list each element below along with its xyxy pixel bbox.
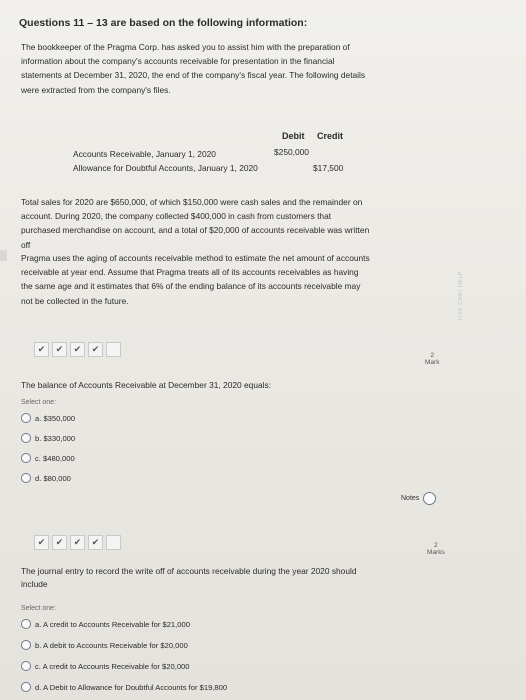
radio-button[interactable] bbox=[21, 661, 31, 671]
intro-line: The bookkeeper of the Pragma Corp. has asked you to assist him with the preparation of bbox=[21, 42, 350, 52]
q12-option-a[interactable] bbox=[21, 619, 190, 629]
aging-line: Pragma uses the aging of accounts receivable method to estimate the net amount of accounts bbox=[21, 253, 370, 263]
sales-line: purchased merchandise on account, and a total of $20,000 of accounts receivable was written bbox=[21, 225, 370, 236]
sales-line: off bbox=[21, 239, 31, 250]
sales-paragraph bbox=[21, 195, 396, 252]
q11-option-d[interactable] bbox=[21, 473, 71, 483]
debit-header: Debit bbox=[282, 131, 305, 141]
radio-button[interactable] bbox=[21, 433, 31, 443]
q12-text-line: The journal entry to record the write off of accounts receivable during the year 2020 should bbox=[21, 566, 357, 576]
q11-marks-label: Mark bbox=[425, 359, 440, 366]
live-chat-tab[interactable]: LIVE CHAT HELP bbox=[458, 271, 464, 321]
q11-flag-boxes bbox=[34, 342, 121, 357]
aging-line: not be collected in the future. bbox=[21, 295, 129, 306]
flag-box[interactable]: ✔ bbox=[52, 342, 67, 357]
allowance-credit: $17,500 bbox=[313, 163, 344, 173]
q12-flag-boxes bbox=[34, 535, 121, 550]
q12-text bbox=[21, 565, 357, 591]
flag-box[interactable]: ✔ bbox=[34, 342, 49, 357]
intro-line: statements at December 31, 2020, the end of the company's fiscal year. The following details bbox=[21, 70, 366, 81]
flag-box[interactable]: ✔ bbox=[34, 535, 49, 550]
option-label: b. A debit to Accounts Receivable for $20,000 bbox=[35, 640, 188, 650]
notes-toggle[interactable] bbox=[401, 492, 436, 505]
notes-label: Notes bbox=[401, 495, 420, 502]
radio-button[interactable] bbox=[21, 473, 31, 483]
q12-option-d[interactable] bbox=[21, 682, 227, 692]
q12-marks-label: Marks bbox=[427, 549, 445, 556]
flag-box[interactable] bbox=[106, 342, 121, 357]
allowance-label: Allowance for Doubtful Accounts, January 1, 2020 bbox=[73, 163, 258, 173]
q11-option-a[interactable] bbox=[21, 413, 75, 423]
notes-radio[interactable] bbox=[423, 492, 436, 505]
aging-paragraph bbox=[21, 251, 391, 308]
flag-box[interactable] bbox=[106, 535, 121, 550]
intro-line: were extracted from the company's files. bbox=[21, 84, 171, 95]
q11-option-b[interactable] bbox=[21, 433, 75, 443]
questions-header: Questions 11 – 13 are based on the following information: bbox=[19, 17, 308, 29]
q12-marks bbox=[427, 542, 445, 556]
ar-label: Accounts Receivable, January 1, 2020 bbox=[73, 149, 216, 159]
q11-number: 2 bbox=[430, 352, 435, 359]
option-label: d. A Debit to Allowance for Doubtful Accounts for $19,800 bbox=[35, 682, 228, 692]
flag-box[interactable]: ✔ bbox=[70, 535, 85, 550]
radio-button[interactable] bbox=[21, 453, 31, 463]
aging-line: the same age and it estimates that 6% of the ending balance of its accounts receivable may bbox=[21, 281, 361, 292]
option-label: b. $330,000 bbox=[35, 433, 76, 443]
q12-number: 2 bbox=[434, 542, 438, 549]
radio-button[interactable] bbox=[21, 682, 31, 692]
flag-box[interactable]: ✔ bbox=[70, 342, 85, 357]
sales-line: account. During 2020, the company collected $400,000 in cash from customers that bbox=[21, 211, 332, 222]
sales-line: Total sales for 2020 are $650,000, of which $150,000 were cash sales and the remainder on bbox=[21, 197, 363, 207]
radio-button[interactable] bbox=[21, 413, 31, 423]
left-edge-tab bbox=[0, 250, 7, 261]
aging-line: receivable at year end. Assume that Pragma treats all of its accounts receivables as having bbox=[21, 267, 359, 278]
option-label: c. $480,000 bbox=[35, 453, 75, 463]
q11-text: The balance of Accounts Receivable at December 31, 2020 equals: bbox=[21, 380, 272, 390]
intro-line: information about the company's accounts receivable for presentation in the financial bbox=[21, 56, 335, 67]
intro-paragraph bbox=[21, 40, 406, 97]
credit-header: Credit bbox=[317, 131, 344, 141]
flag-box[interactable]: ✔ bbox=[52, 535, 67, 550]
option-label: c. A credit to Accounts Receivable for $20,000 bbox=[35, 661, 190, 671]
option-label: a. A credit to Accounts Receivable for $21,000 bbox=[35, 619, 190, 629]
flag-box[interactable]: ✔ bbox=[88, 535, 103, 550]
ar-debit: $250,000 bbox=[274, 147, 309, 157]
q11-option-c[interactable] bbox=[21, 453, 75, 463]
radio-button[interactable] bbox=[21, 640, 31, 650]
radio-button[interactable] bbox=[21, 619, 31, 629]
q12-option-c[interactable] bbox=[21, 661, 190, 671]
q11-marks bbox=[425, 352, 439, 366]
q12-option-b[interactable] bbox=[21, 640, 188, 650]
q12-select-one: Select one: bbox=[21, 605, 57, 612]
q11-select-one: Select one: bbox=[21, 399, 57, 406]
option-label: a. $350,000 bbox=[35, 413, 76, 423]
flag-box[interactable]: ✔ bbox=[88, 342, 103, 357]
option-label: d. $80,000 bbox=[35, 473, 71, 483]
q12-text-line: include bbox=[21, 579, 48, 589]
